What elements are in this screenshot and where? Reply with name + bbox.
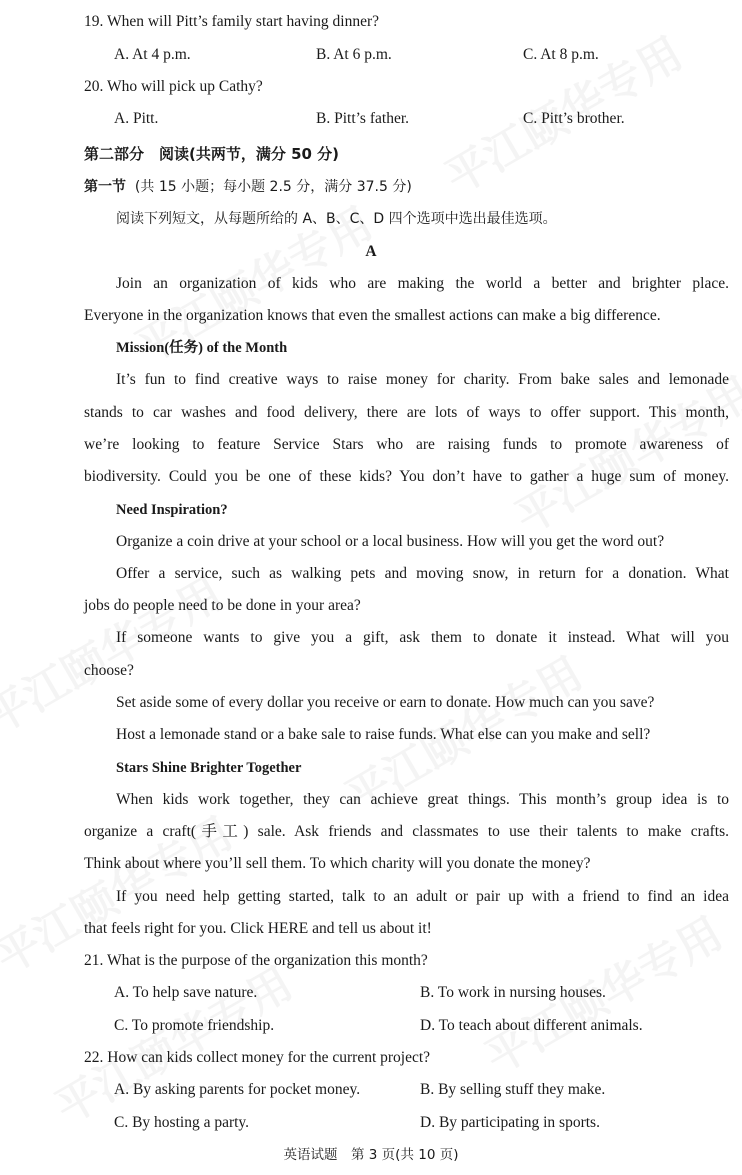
passage-p8-line: Think about where you’ll sell them. To which charity will you donate the money? (84, 855, 591, 872)
passage-p4-line: Offer a service, such as walking pets and moving snow, in return for a donation. What (116, 565, 729, 582)
question-22-stem: 22. How can kids collect money for the current project? (84, 1049, 431, 1066)
passage-p2-line: we’re looking to feature Service Stars who are raising funds to promote awareness of (84, 436, 729, 453)
q19-option-b: B. At 6 p.m. (316, 46, 392, 63)
q21-option-b: B. To work in nursing houses. (420, 984, 606, 1001)
q21-option-d: D. To teach about different animals. (420, 1017, 643, 1034)
passage-p5-line: If someone wants to give you a gift, ask them to donate it instead. What will you (116, 629, 729, 646)
heading-stars: Stars Shine Brighter Together (116, 760, 302, 776)
heading-mission: Mission(任务) of the Month (116, 340, 288, 356)
passage-p6: Set aside some of every dollar you receive or earn to donate. How much can you save? (116, 694, 655, 711)
q19-option-c: C. At 8 p.m. (523, 46, 599, 63)
passage-label: A (365, 243, 377, 260)
passage-p4-line: jobs do people need to be done in your area? (84, 597, 361, 614)
passage-p3: Organize a coin drive at your school or a local business. How will you get the word out? (116, 533, 665, 550)
passage-p9-line: If you need help getting started, talk to an adult or pair up with a friend to find an idea (116, 888, 729, 905)
passage-p2-line: stands to car washes and food delivery, there are lots of ways to offer support. This month, (84, 404, 729, 421)
question-20-stem: 20. Who will pick up Cathy? (84, 78, 263, 95)
q22-option-c: C. By hosting a party. (114, 1114, 250, 1131)
q20-option-b: B. Pitt’s father. (316, 110, 409, 127)
q22-option-b: B. By selling stuff they make. (420, 1081, 606, 1098)
passage-p5-line: choose? (84, 662, 134, 679)
watermark (42, 948, 303, 1135)
question-21-stem: 21. What is the purpose of the organization this month? (84, 952, 428, 969)
heading-inspiration: Need Inspiration? (116, 502, 228, 518)
question-19-stem: 19. When will Pitt’s family start having dinner? (84, 13, 380, 30)
watermark (0, 558, 232, 745)
passage-p8-line: When kids work together, they can achieve great things. This month’s group idea is to (116, 791, 729, 808)
section-one-label: 第一节 (84, 179, 126, 195)
q20-option-a: A. Pitt. (114, 110, 159, 127)
q22-option-a: A. By asking parents for pocket money. (114, 1081, 361, 1098)
passage-p2-line: It’s fun to find creative ways to raise money for charity. From bake sales and lemonade (116, 371, 729, 388)
section-one-detail: (共 15 小题；每小题 2.5 分，满分 37.5 分) (134, 179, 412, 195)
passage-p2-line: biodiversity. Could you be one of these kids? You don’t have to gather a huge sum of money. (84, 468, 729, 485)
q20-option-c: C. Pitt’s brother. (523, 110, 625, 127)
page-footer: 英语试题 第 3 页(共 10 页) (283, 1147, 459, 1163)
passage-p7: Host a lemonade stand or a bake sale to raise funds. What else can you make and sell? (116, 726, 651, 743)
instruction: 阅读下列短文，从每题所给的 A、B、C、D 四个选项中选出最佳选项。 (116, 211, 557, 227)
passage-p1-line: Everyone in the organization knows that even the smallest actions can make a big difference. (84, 307, 661, 324)
section-one-heading (84, 177, 412, 197)
part-two-title: 第二部分 阅读(共两节，满分 50 分) (84, 145, 340, 163)
passage-p8-line: organize a craft(手工) sale. Ask friends and classmates to use their talents to make crafts. (84, 823, 729, 840)
passage-p1-line: Join an organization of kids who are making the world a better and brighter place. (116, 275, 729, 292)
passage-p9-line: that feels right for you. Click HERE and tell us about it! (84, 920, 432, 937)
q21-option-c: C. To promote friendship. (114, 1017, 275, 1034)
q19-option-a: A. At 4 p.m. (114, 46, 191, 63)
q22-option-d: D. By participating in sports. (420, 1114, 600, 1131)
q21-option-a: A. To help save nature. (114, 984, 258, 1001)
